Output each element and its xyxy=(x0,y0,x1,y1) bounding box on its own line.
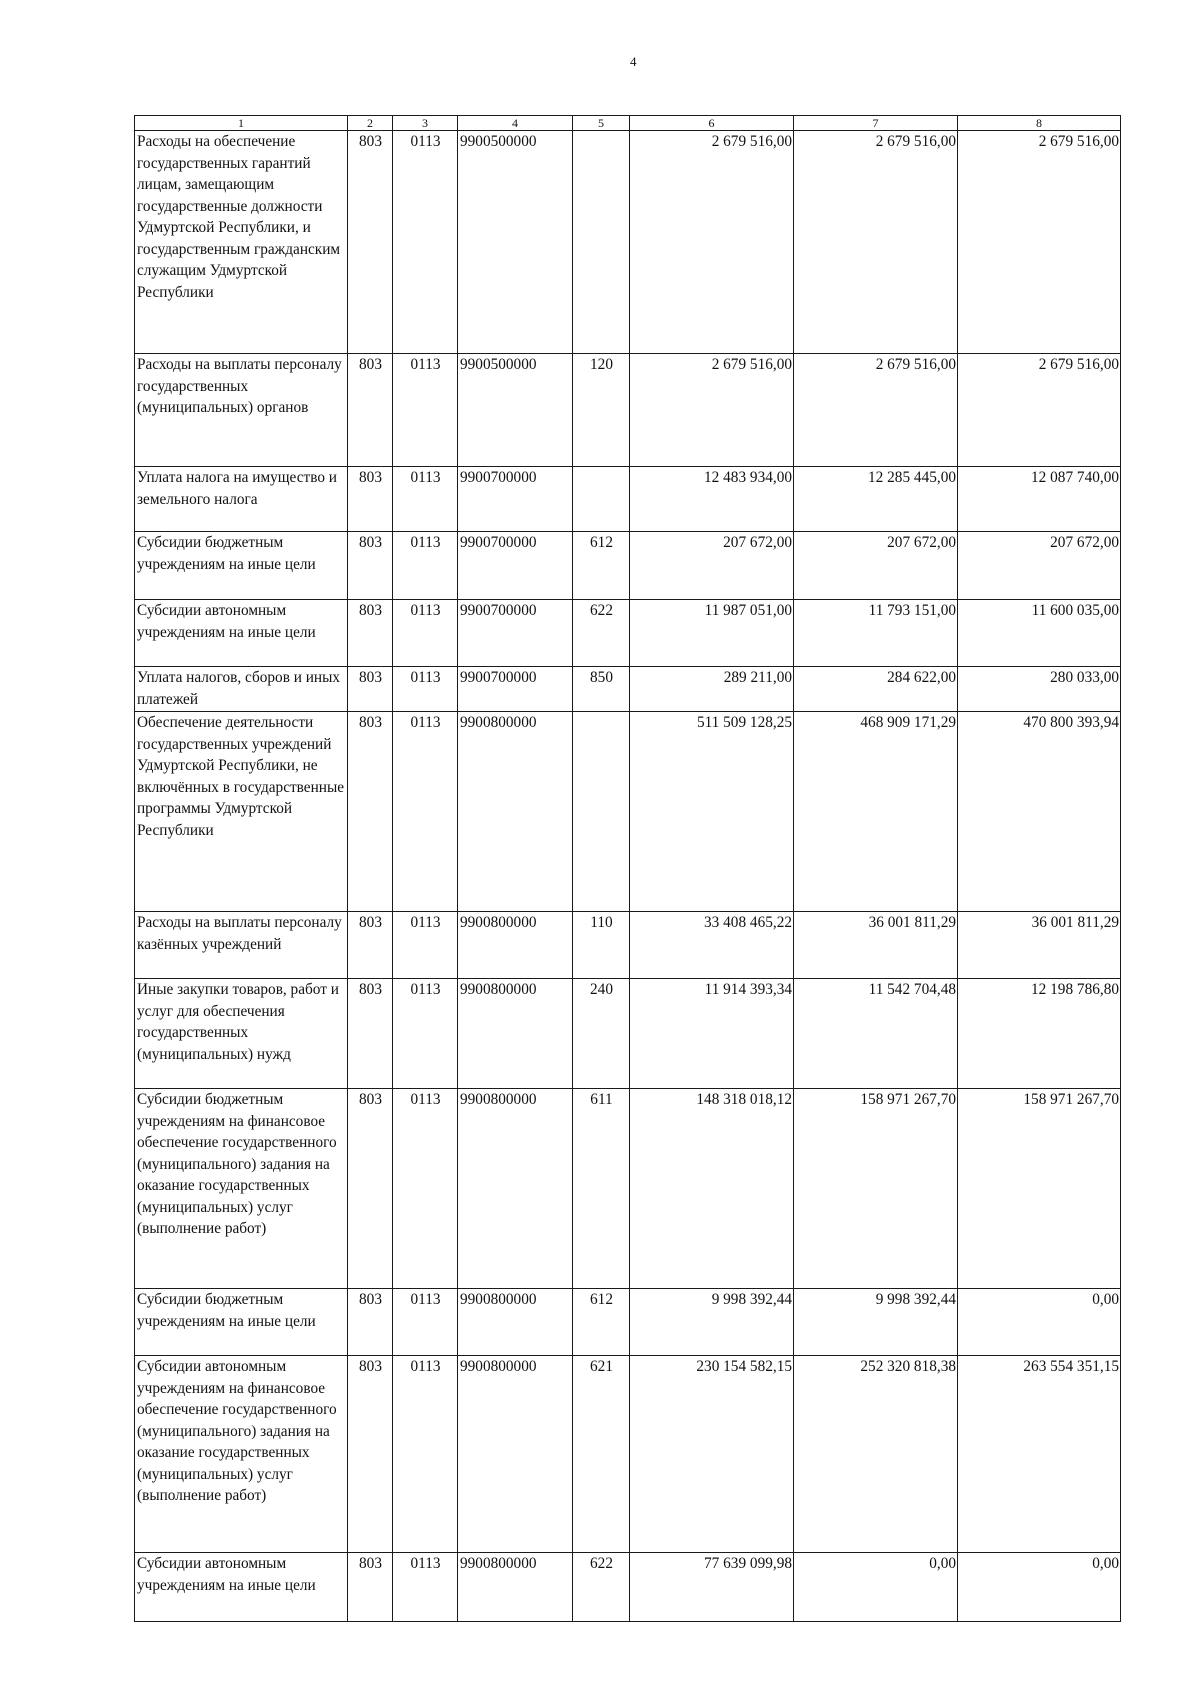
row-ved: 803 xyxy=(348,1289,393,1356)
row-sum-3: 2 679 516,00 xyxy=(958,354,1121,467)
row-csr: 9900700000 xyxy=(458,532,573,600)
row-vr: 110 xyxy=(573,912,630,979)
row-ved: 803 xyxy=(348,1089,393,1289)
table-row xyxy=(135,712,1121,912)
row-ved: 803 xyxy=(348,467,393,532)
row-vr: 612 xyxy=(573,532,630,600)
row-sum-2: 12 285 445,00 xyxy=(794,467,958,532)
row-sum-1: 9 998 392,44 xyxy=(630,1289,794,1356)
table-row xyxy=(135,354,1121,467)
table-row xyxy=(135,467,1121,532)
column-header: 4 xyxy=(458,116,573,131)
row-ved: 803 xyxy=(348,532,393,600)
row-ved: 803 xyxy=(348,979,393,1089)
row-name: Субсидии бюджетным учреждениям на иные цели xyxy=(135,1289,348,1356)
row-vr xyxy=(573,467,630,532)
column-header: 6 xyxy=(630,116,794,131)
row-razdel: 0113 xyxy=(393,1553,458,1622)
row-sum-1: 207 672,00 xyxy=(630,532,794,600)
row-sum-3: 0,00 xyxy=(958,1289,1121,1356)
row-sum-2: 36 001 811,29 xyxy=(794,912,958,979)
row-sum-1: 289 211,00 xyxy=(630,667,794,712)
row-name: Субсидии автономным учреждениям на финансовое обеспечение государственного (муниципального) задания на оказание государственных (муниципальных) услуг (выполнение работ) xyxy=(135,1356,348,1553)
row-razdel: 0113 xyxy=(393,712,458,912)
row-name: Расходы на обеспечение государственных гарантий лицам, замещающим государственные должности Удмуртской Республики, и государственным гражданским служащим Удмуртской Республики xyxy=(135,131,348,354)
table-row xyxy=(135,600,1121,667)
column-header: 1 xyxy=(135,116,348,131)
row-ved: 803 xyxy=(348,131,393,354)
row-vr xyxy=(573,712,630,912)
row-sum-1: 33 408 465,22 xyxy=(630,912,794,979)
row-ved: 803 xyxy=(348,667,393,712)
row-ved: 803 xyxy=(348,354,393,467)
table-row xyxy=(135,1289,1121,1356)
row-csr: 9900700000 xyxy=(458,467,573,532)
row-razdel: 0113 xyxy=(393,1289,458,1356)
row-sum-2: 0,00 xyxy=(794,1553,958,1622)
row-csr: 9900500000 xyxy=(458,131,573,354)
row-sum-2: 2 679 516,00 xyxy=(794,354,958,467)
row-razdel: 0113 xyxy=(393,1356,458,1553)
row-sum-3: 263 554 351,15 xyxy=(958,1356,1121,1553)
row-ved: 803 xyxy=(348,1553,393,1622)
row-sum-3: 2 679 516,00 xyxy=(958,131,1121,354)
row-sum-3: 12 087 740,00 xyxy=(958,467,1121,532)
row-sum-3: 12 198 786,80 xyxy=(958,979,1121,1089)
row-sum-2: 158 971 267,70 xyxy=(794,1089,958,1289)
row-sum-1: 11 914 393,34 xyxy=(630,979,794,1089)
row-sum-1: 230 154 582,15 xyxy=(630,1356,794,1553)
table-row xyxy=(135,1553,1121,1622)
row-vr: 621 xyxy=(573,1356,630,1553)
row-csr: 9900800000 xyxy=(458,979,573,1089)
row-vr: 611 xyxy=(573,1089,630,1289)
row-sum-2: 11 793 151,00 xyxy=(794,600,958,667)
column-header: 5 xyxy=(573,116,630,131)
row-sum-2: 9 998 392,44 xyxy=(794,1289,958,1356)
row-csr: 9900800000 xyxy=(458,712,573,912)
row-csr: 9900700000 xyxy=(458,667,573,712)
row-sum-1: 77 639 099,98 xyxy=(630,1553,794,1622)
row-ved: 803 xyxy=(348,1356,393,1553)
row-sum-2: 284 622,00 xyxy=(794,667,958,712)
row-vr: 622 xyxy=(573,600,630,667)
column-header: 8 xyxy=(958,116,1121,131)
row-ved: 803 xyxy=(348,600,393,667)
row-csr: 9900800000 xyxy=(458,1289,573,1356)
row-sum-3: 207 672,00 xyxy=(958,532,1121,600)
row-sum-2: 207 672,00 xyxy=(794,532,958,600)
row-sum-1: 148 318 018,12 xyxy=(630,1089,794,1289)
table-row xyxy=(135,1356,1121,1553)
row-vr: 612 xyxy=(573,1289,630,1356)
row-csr: 9900800000 xyxy=(458,1553,573,1622)
row-razdel: 0113 xyxy=(393,131,458,354)
row-sum-3: 280 033,00 xyxy=(958,667,1121,712)
row-csr: 9900500000 xyxy=(458,354,573,467)
budget-table xyxy=(134,115,1121,1622)
table-row xyxy=(135,532,1121,600)
row-sum-2: 11 542 704,48 xyxy=(794,979,958,1089)
row-razdel: 0113 xyxy=(393,532,458,600)
row-name: Уплата налогов, сборов и иных платежей xyxy=(135,667,348,712)
row-csr: 9900800000 xyxy=(458,1356,573,1553)
row-vr: 850 xyxy=(573,667,630,712)
row-csr: 9900800000 xyxy=(458,1089,573,1289)
row-sum-3: 158 971 267,70 xyxy=(958,1089,1121,1289)
row-name: Обеспечение деятельности государственных учреждений Удмуртской Республики, не включённых в государственные программы Удмуртской Республики xyxy=(135,712,348,912)
row-razdel: 0113 xyxy=(393,912,458,979)
row-name: Иные закупки товаров, работ и услуг для обеспечения государственных (муниципальных) нужд xyxy=(135,979,348,1089)
row-vr: 622 xyxy=(573,1553,630,1622)
row-name: Субсидии автономным учреждениям на иные цели xyxy=(135,600,348,667)
row-sum-3: 11 600 035,00 xyxy=(958,600,1121,667)
row-name: Субсидии автономным учреждениям на иные цели xyxy=(135,1553,348,1622)
column-header: 3 xyxy=(393,116,458,131)
row-csr: 9900800000 xyxy=(458,912,573,979)
row-vr: 240 xyxy=(573,979,630,1089)
row-sum-3: 36 001 811,29 xyxy=(958,912,1121,979)
row-sum-2: 252 320 818,38 xyxy=(794,1356,958,1553)
row-csr: 9900700000 xyxy=(458,600,573,667)
table-header-row xyxy=(135,116,1121,131)
row-name: Расходы на выплаты персоналу казённых учреждений xyxy=(135,912,348,979)
row-sum-1: 511 509 128,25 xyxy=(630,712,794,912)
row-sum-1: 2 679 516,00 xyxy=(630,354,794,467)
page-number: 4 xyxy=(630,54,637,69)
row-razdel: 0113 xyxy=(393,600,458,667)
row-vr xyxy=(573,131,630,354)
row-sum-3: 0,00 xyxy=(958,1553,1121,1622)
row-ved: 803 xyxy=(348,912,393,979)
table-row xyxy=(135,667,1121,712)
table-row xyxy=(135,131,1121,354)
row-razdel: 0113 xyxy=(393,979,458,1089)
row-razdel: 0113 xyxy=(393,354,458,467)
row-sum-1: 2 679 516,00 xyxy=(630,131,794,354)
row-razdel: 0113 xyxy=(393,1089,458,1289)
row-name: Субсидии бюджетным учреждениям на иные цели xyxy=(135,532,348,600)
row-name: Субсидии бюджетным учреждениям на финансовое обеспечение государственного (муниципального) задания на оказание государственных (муниципальных) услуг (выполнение работ) xyxy=(135,1089,348,1289)
table-row xyxy=(135,1089,1121,1289)
row-ved: 803 xyxy=(348,712,393,912)
row-razdel: 0113 xyxy=(393,467,458,532)
row-name: Расходы на выплаты персоналу государственных (муниципальных) органов xyxy=(135,354,348,467)
row-name: Уплата налога на имущество и земельного налога xyxy=(135,467,348,532)
row-sum-2: 2 679 516,00 xyxy=(794,131,958,354)
row-sum-2: 468 909 171,29 xyxy=(794,712,958,912)
row-vr: 120 xyxy=(573,354,630,467)
row-sum-1: 11 987 051,00 xyxy=(630,600,794,667)
column-header: 7 xyxy=(794,116,958,131)
table-row xyxy=(135,912,1121,979)
row-sum-3: 470 800 393,94 xyxy=(958,712,1121,912)
row-sum-1: 12 483 934,00 xyxy=(630,467,794,532)
column-header: 2 xyxy=(348,116,393,131)
table-row xyxy=(135,979,1121,1089)
row-razdel: 0113 xyxy=(393,667,458,712)
